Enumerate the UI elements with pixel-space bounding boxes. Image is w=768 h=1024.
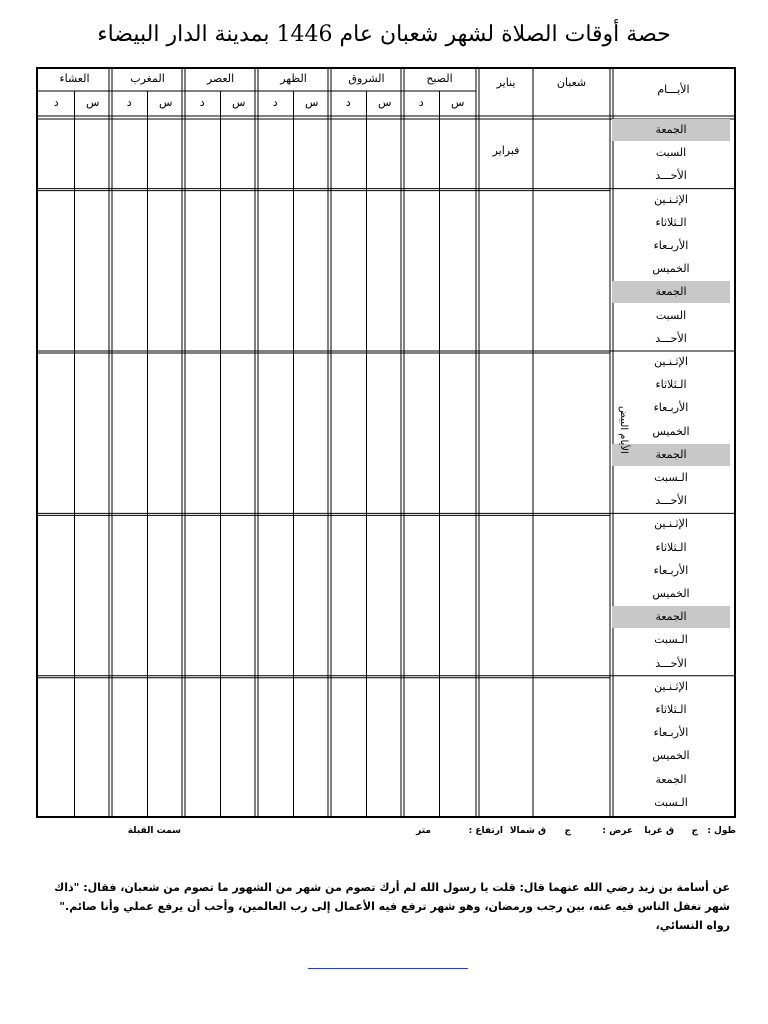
sub-min: د [418,96,424,109]
sub-hour: س [305,96,319,109]
day-label: الخميس [652,262,690,276]
page-title: حصة أوقات الصلاة لشهر شعبان عام 1446 بمدينة الدار البيضاء [97,22,671,47]
day-label: الـسبت [654,633,688,647]
day-label: الـثلاثاء [655,703,687,716]
day-label: الأربـعاء [653,726,689,740]
day-label: السبت [655,146,687,160]
white-days-label: الأيام البيض [618,406,629,454]
sub-hour: س [451,96,465,109]
qibla-label: سمت القبلة [127,826,181,836]
sub-hour: س [86,96,100,109]
day-label: الأربـعاء [653,401,689,415]
length-west: ق غربا [644,826,674,836]
month-change-label: فبراير [492,144,520,157]
header-yanayir: يناير [496,76,516,89]
width-deg: ج [564,826,571,836]
header-shaaban: شعبان [556,76,587,89]
sub-min: د [199,96,205,109]
hadith-text: عن أسامة بن زيد رضي الله عنهما قال: قلت يا رسول الله لم أرك تصوم من شهر من الشهور ما تصوم من شعبان، فقال: "ذاك شهر تغفل الناس فيه عنه، بين رجب ورمضان، وهو شهر ترفع فيه الأعمال إلى رب العالمين، وأحب أن يرفع عملي وأنا صائم." رواه النسائي، [54,881,730,932]
altitude-label: ارتفاع : [468,826,503,836]
sub-hour: س [378,96,392,109]
day-label: الإثـنـين [654,192,688,206]
header-days: الأيـــام [657,83,690,96]
day-label: الأربـعاء [653,239,689,252]
sub-min: د [345,96,351,109]
day-label: الإثـنـين [654,679,688,693]
day-label: الأحـــد [655,494,687,508]
length-label: طول : [707,826,736,836]
sub-hour: س [159,96,173,109]
day-label: الجمعة [655,772,687,786]
day-label: الـثلاثاء [655,378,687,392]
day-label: الجمعة [612,119,730,141]
day-label: الإثـنـين [654,355,688,368]
length-deg: ج [691,826,698,836]
header-prayer-4: المغرب [130,72,165,85]
header-prayer-2: الظهر [280,72,307,85]
sub-min: د [272,96,278,109]
day-label: الـثلاثاء [655,215,687,229]
meter-label: متر [416,826,431,836]
footer-link-line[interactable] [308,968,468,969]
day-label: الأربـعاء [653,563,689,577]
width-label: عرض : [602,826,633,836]
day-label: الخميس [652,587,690,600]
sub-hour: س [232,96,246,109]
prayer-times-table [36,67,736,818]
day-label: السبت [655,308,687,322]
width-north: ق شمالا [509,826,546,836]
sub-min: د [126,96,132,109]
day-label: الخميس [652,749,690,763]
day-label: الأحـــد [655,169,687,183]
header-prayer-3: العصر [206,72,235,85]
header-prayer-5: العشاء [59,72,90,85]
day-label: الإثـنـين [654,517,688,531]
day-label: الأحـــد [655,331,687,345]
day-label: الجمعة [612,606,730,628]
day-label: الـثلاثاء [655,540,687,554]
day-label: الخميس [652,424,690,438]
day-label: الجمعة [612,281,730,303]
day-label: الـسبت [654,795,688,809]
header-prayer-1: الشروق [348,72,385,85]
day-label: الـسبت [654,471,688,484]
day-label: الأحـــد [655,656,687,670]
sub-min: د [53,96,59,109]
day-label: الجمعة [612,444,730,466]
header-prayer-0: الصبح [426,72,453,85]
